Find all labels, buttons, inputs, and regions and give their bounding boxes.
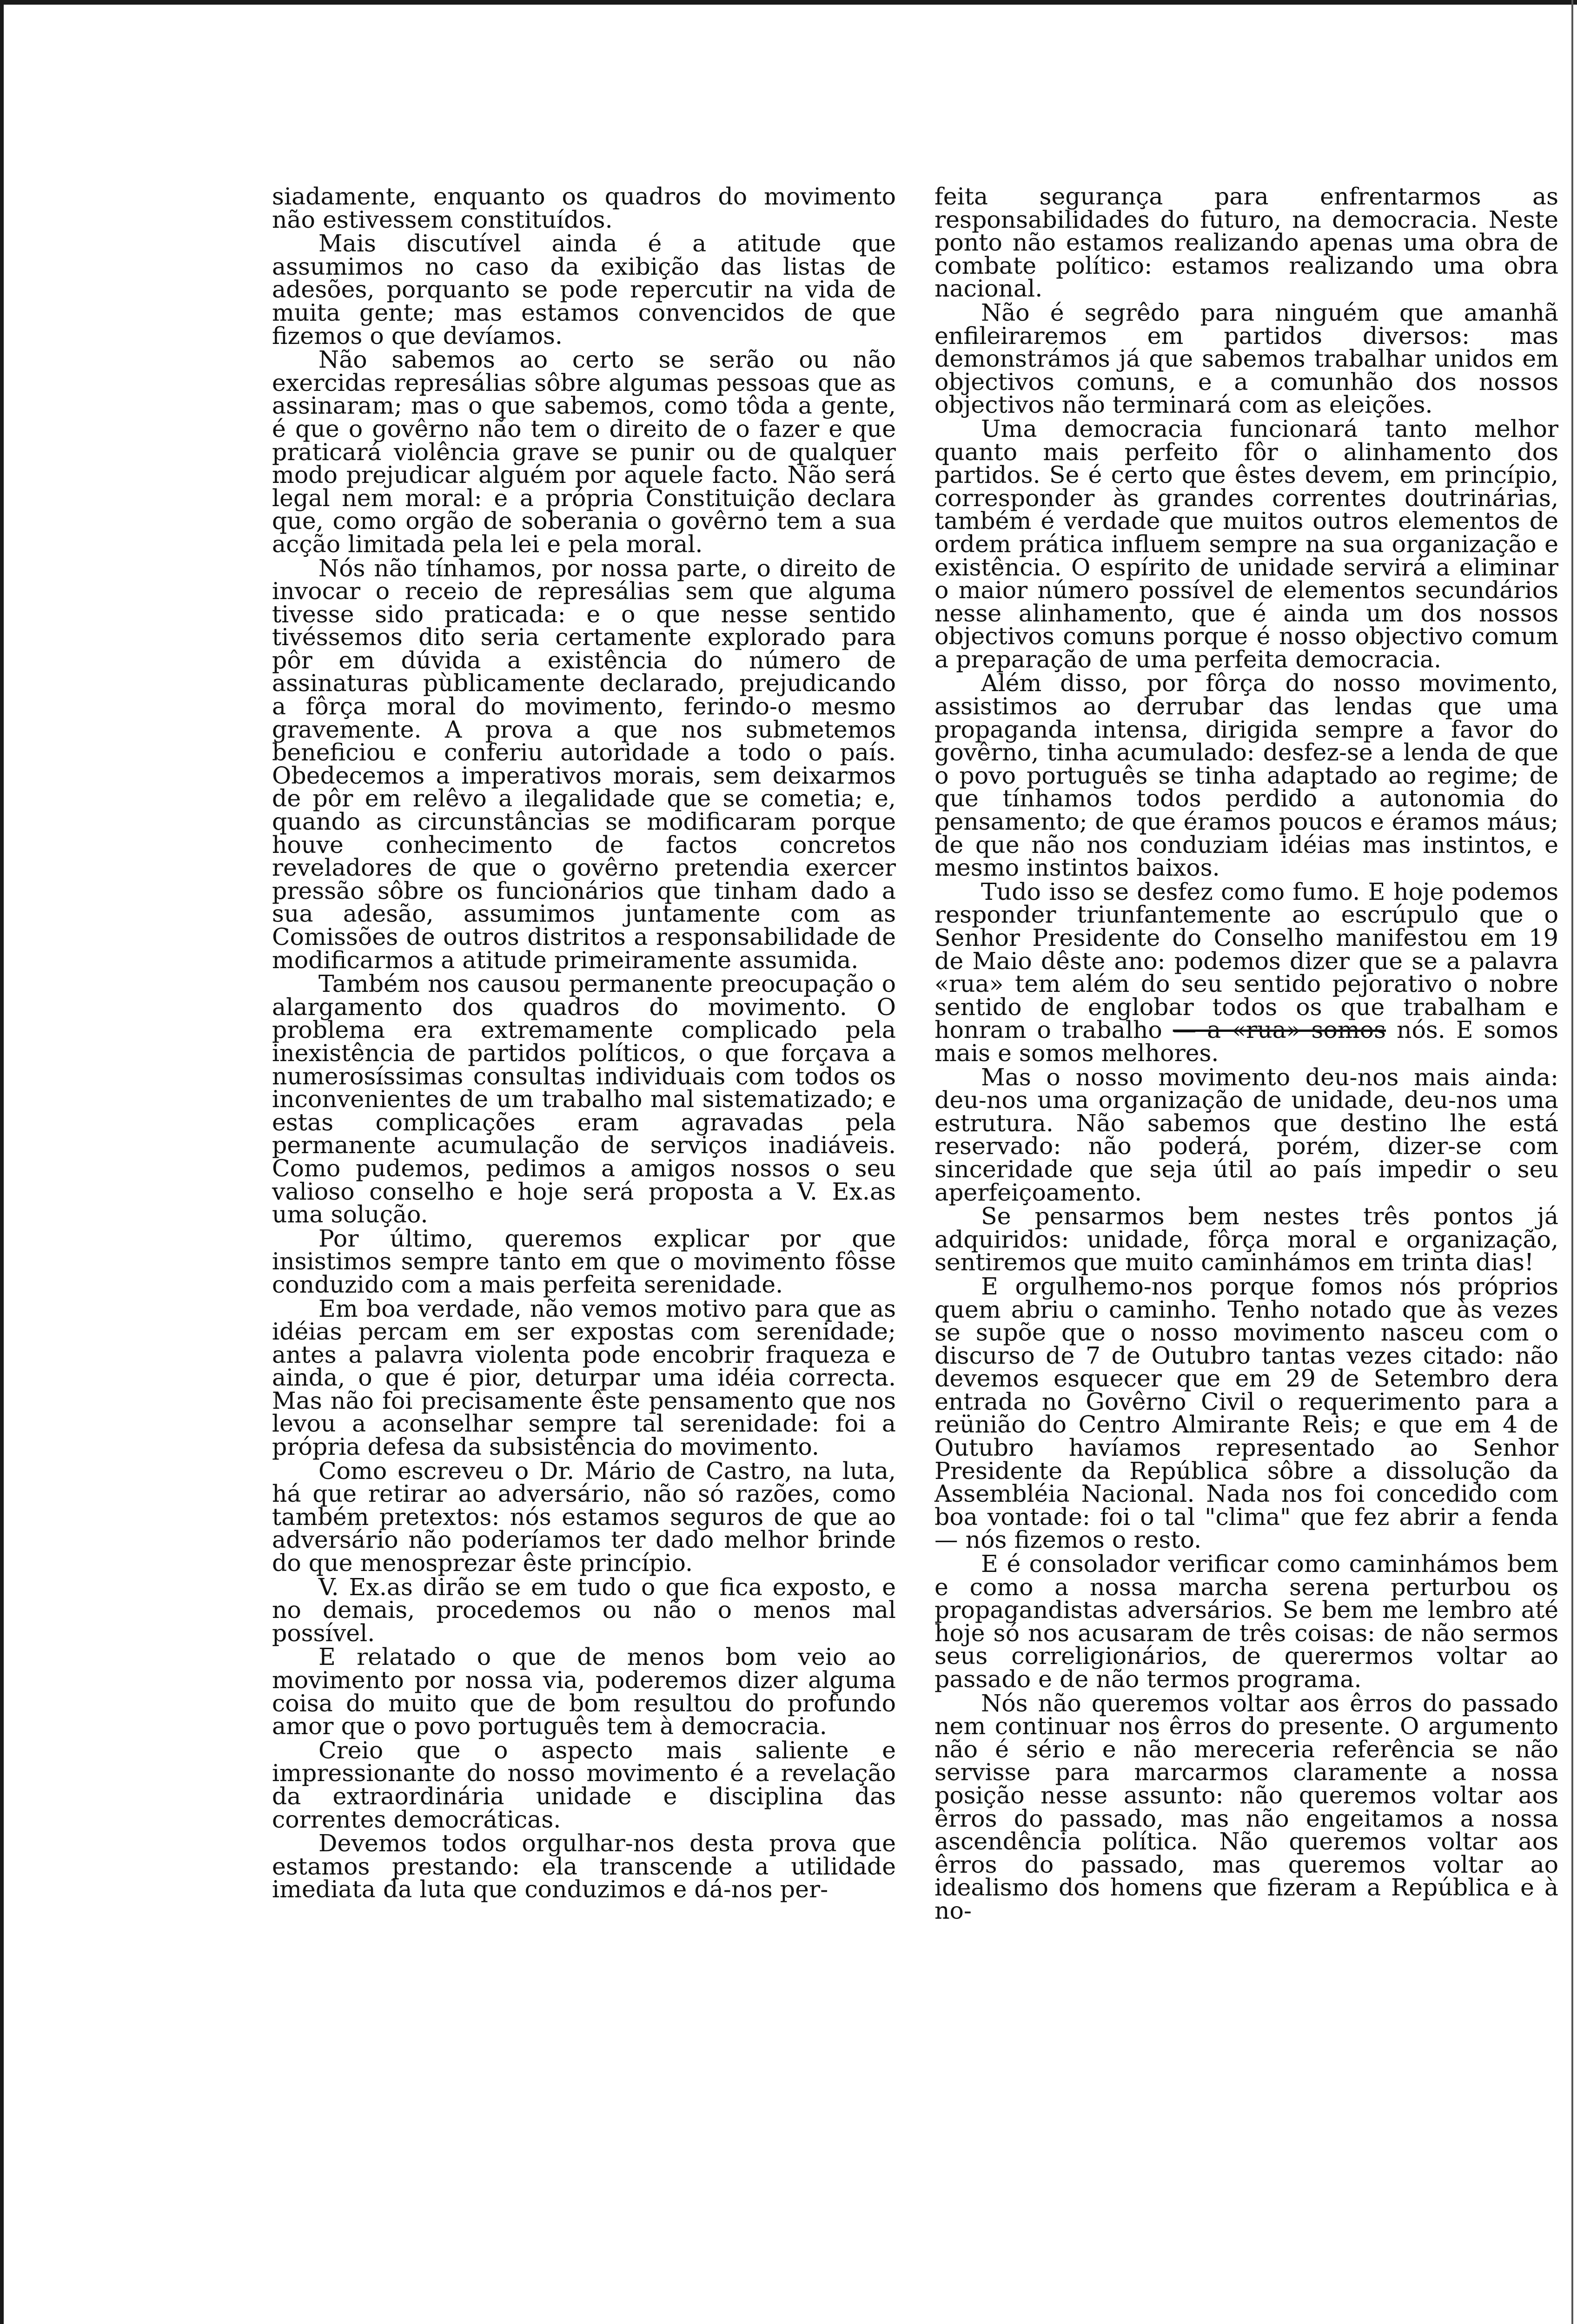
paragraph: Uma democracia funcionará tanto melhor quanto mais perfeito fôr o alinhamento dos partidos. Se é certo que êstes devem, em princípio, corresponder às grandes correntes doutrinárias, também é verdade que muitos outros elementos de ordem prática influem sempre na sua organização e existência. O espírito de unidade servirá a eliminar o maior número possível de elementos secundários nesse alinhamento, que é ainda um dos nossos objectivos comuns porque é nosso objectivo comum a preparação de uma perfeita democracia. bbox=[934, 415, 1558, 673]
paragraph: Não sabemos ao certo se serão ou não exercidas represálias sôbre algumas pessoas que as assinaram; mas o que sabemos, como tôda a gente, é que o govêrno não tem o direito de o fazer e que praticará violência grave se punir ou de qualquer modo prejudicar alguém por aquele facto. Não será legal nem moral: e a própria Constituição declara que, como orgão de soberania o govêrno tem a sua acção limitada pela lei e pela moral. bbox=[272, 346, 896, 558]
paragraph: E relatado o que de menos bom veio ao movimento por nossa via, poderemos dizer alguma coisa do muito que de bom resultou do profundo amor que o povo português tem à democracia. bbox=[272, 1643, 896, 1740]
paragraph: E orgulhemo-nos porque fomos nós próprios quem abriu o caminho. Tenho notado que às vezes se supõe que o nosso movimento nasceu com o discurso de 7 de Outubro tantas vezes citado: não devemos esquecer que em 29 de Setembro dera entrada no Govêrno Civil o requerimento para a reünião do Centro Almirante Reis; e que em 4 de Outubro havíamos representado ao Senhor Presidente da República sôbre a dissolução da Assembléia Nacional. Nada nos foi concedido com boa vontade: foi o tal "clima" que fez abrir a fenda — nós fizemos o resto. bbox=[934, 1272, 1558, 1554]
paragraph: Se pensarmos bem nestes três pontos já adquiridos: unidade, fôrça moral e organização, sentiremos que muito caminhámos em trinta dias! bbox=[934, 1202, 1558, 1276]
paragraph: Devemos todos orgulhar-nos desta prova que estamos prestando: ela transcende a utilidade imediata da luta que conduzimos e dá-nos per- bbox=[272, 1829, 896, 1903]
paragraph: Como escreveu o Dr. Mário de Castro, na luta, há que retirar ao adversário, não só razões, como também pretextos: nós estamos seguros de que ao adversário não poderíamos ter dado melhor brinde do que menosprezar êste princípio. bbox=[272, 1457, 896, 1577]
paragraph: Creio que o aspecto mais saliente e impressionante do nosso movimento é a revelação da extraordinária unidade e disciplina das correntes democráticas. bbox=[272, 1736, 896, 1833]
paragraph: Nós não tínhamos, por nossa parte, o direito de invocar o receio de represálias sem que alguma tivesse sido praticada: e o que nesse sentido tivéssemos dito seria certamente explorado para pôr em dúvida a existência do número de assinaturas pùblicamente declarado, prejudicando a fôrça moral do movimento, ferindo-o mesmo gravemente. A prova a que nos submetemos beneficiou e conferiu autoridade a todo o país. Obedecemos a imperativos morais, sem deixarmos de pôr em relêvo a ilegalidade que se cometia; e, quando as circunstâncias se modificaram porque houve conhecimento de factos concretos reveladores de que o govêrno pretendia exercer pressão sôbre os funcionários que tinham dado a sua adesão, assumimos juntamente com as Comissões de outros distritos a responsabilidade de modificarmos a atitude primeiramente assumida. bbox=[272, 554, 896, 974]
paragraph: feita segurança para enfrentarmos as responsabilidades do futuro, na democracia. Neste ponto não estamos realizando apenas uma obra de combate político: estamos realizando uma obra nacional. bbox=[934, 183, 1558, 303]
left-column bbox=[272, 185, 896, 1902]
paragraph: Mas o nosso movimento deu-nos mais ainda: deu-nos uma organização de unidade, deu-nos uma estrutura. Não sabemos que destino lhe está reservado: não poderá, porém, dizer-se com sinceridade que seja útil ao país impedir o seu aperfeiçoamento. bbox=[934, 1063, 1558, 1206]
page-border-right bbox=[1571, 0, 1573, 2324]
paragraph: V. Ex.as dirão se em tudo o que fica exposto, e no demais, procedemos ou não o menos mal possível. bbox=[272, 1573, 896, 1647]
page-border-top bbox=[0, 0, 1577, 5]
page-border-left bbox=[0, 0, 4, 2324]
paragraph: E é consolador verificar como caminhámos bem e como a nossa marcha serena perturbou os propagandistas adversários. Se bem me lembro até hoje só nos acusaram de três coisas: de não sermos seus correligionários, de querermos voltar ao passado e de não termos programa. bbox=[934, 1550, 1558, 1693]
paragraph: Além disso, por fôrça do nosso movimento, assistimos ao derrubar das lendas que uma propaganda intensa, dirigida sempre a favor do govêrno, tinha acumulado: desfez-se a lenda de que o povo português se tinha adaptado ao regime; de que tínhamos todos perdido a autonomia do pensamento; de que éramos poucos e éramos máus; de que não nos conduziam idéias mas instintos, e mesmo instintos baixos. bbox=[934, 669, 1558, 882]
paragraph: Também nos causou permanente preocupação o alargamento dos quadros do movimento. O problema era extremamente complicado pela inexistência de partidos políticos, o que forçava a numerosíssimas consultas individuais com todos os inconvenientes de um trabalho mal sistematizado; e estas complicações eram agravadas pela permanente acumulação de serviços inadiáveis. Como pudemos, pedimos a amigos nossos o seu valioso conselho e hoje será proposta a V. Ex.as uma solução. bbox=[272, 970, 896, 1228]
paragraph: Mais discutível ainda é a atitude que assumimos no caso da exibição das listas de adesões, porquanto se pode repercutir na vida de muita gente; mas estamos convencidos de que fizemos o que devíamos. bbox=[272, 230, 896, 350]
right-column bbox=[934, 185, 1558, 1923]
paragraph-fumo bbox=[934, 880, 1558, 1065]
paragraph: Não é segrêdo para ninguém que amanhã enfileiraremos em partidos diversos: mas demonstrámos já que sabemos trabalhar unidos em objectivos comuns, e a comunhão dos nossos objectivos não terminará com as eleições. bbox=[934, 298, 1558, 419]
text-run: nós. E somos mais e somos melhores. bbox=[934, 1016, 1558, 1067]
paragraph: siadamente, enquanto os quadros do movimento não estivessem constituídos. bbox=[272, 183, 896, 233]
text-run: Tudo isso se desfez como fumo. E hoje podemos responder triunfantemente ao escrúpulo que o Senhor Presidente do Conselho manifestou em 19 de Maio dêste ano: podemos dizer que se a palavra «rua» tem além do seu sentido pejorativo o nobre sentido de englobar todos os que trabalham e honram o trabalho bbox=[934, 878, 1558, 1044]
struck-text: — a «rua» somos bbox=[1173, 1016, 1386, 1044]
paragraph: Por último, queremos explicar por que insistimos sempre tanto em que o movimento fôsse conduzido com a mais perfeita serenidade. bbox=[272, 1224, 896, 1298]
paragraph: Nós não queremos voltar aos êrros do passado nem continuar nos êrros do presente. O argumento não é sério e não mereceria referência se não servisse para marcarmos claramente a nossa posição nesse assunto: não queremos voltar aos êrros do passado, mas não engeitamos a nossa ascendência política. Não queremos voltar aos êrros do passado, mas queremos voltar ao idealismo dos homens que fizeram a República e à no- bbox=[934, 1689, 1558, 1924]
paragraph: Em boa verdade, não vemos motivo para que as idéias percam em ser expostas com serenidade; antes a palavra violenta pode encobrir fraqueza e ainda, o que é pior, deturpar uma idéia correcta. Mas não foi precisamente êste pensamento que nos levou a aconselhar sempre tal serenidade: foi a própria defesa da subsistência do movimento. bbox=[272, 1294, 896, 1461]
